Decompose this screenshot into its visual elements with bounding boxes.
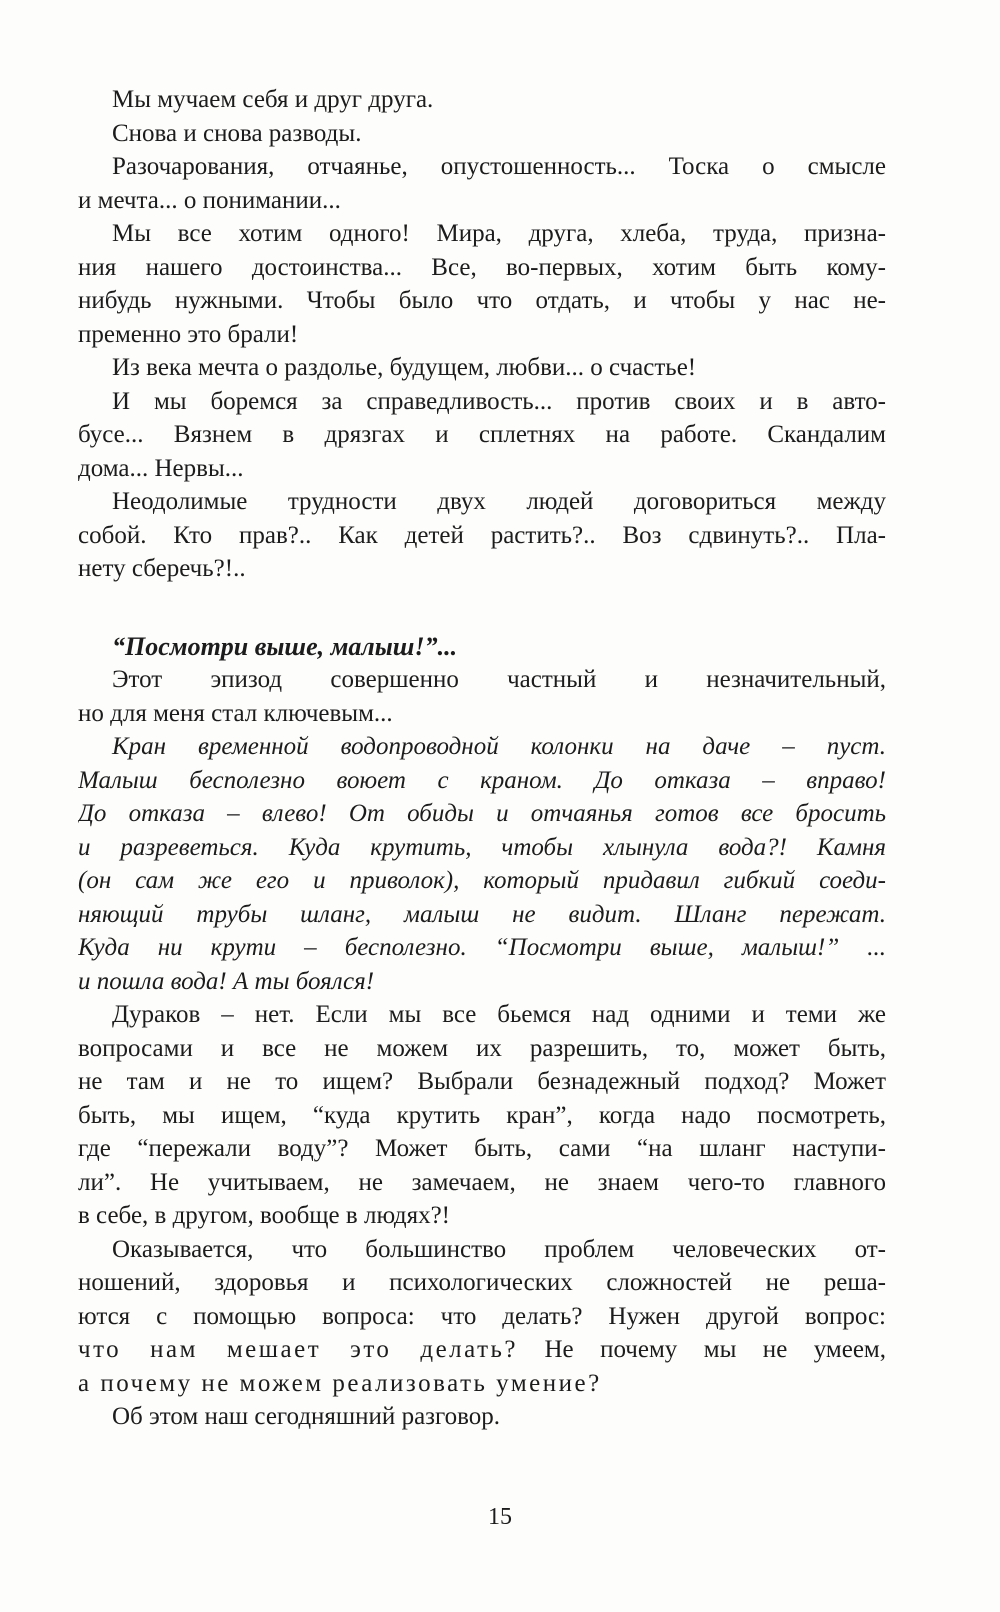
text-line: Неодолимые трудности двух людей договориться между <box>112 488 886 515</box>
text-line: ношений, здоровья и психологических сложностей не реша- <box>78 1269 886 1296</box>
text-line: и пошла вода! А ты боялся! <box>78 967 375 995</box>
text-line: Оказывается, что большинство проблем человеческих от- <box>112 1235 886 1263</box>
text-line: Этот эпизод совершенно частный и незначительный, <box>112 666 886 693</box>
text-line: в себе, в другом, вообще в людях?! <box>78 1202 450 1229</box>
text-line: Дураков – нет. Если мы все бьемся над одними и теми же <box>112 1001 886 1028</box>
text-line: И мы боремся за справедливость... против своих и в авто- <box>112 387 886 415</box>
spaced-emphasis: а почему не можем реализовать умение? <box>78 1369 602 1397</box>
paragraph-4 <box>78 217 886 351</box>
section-heading <box>78 630 886 664</box>
text-line <box>78 1333 886 1367</box>
paragraph-6 <box>78 385 886 486</box>
text-line: собой. Кто прав?.. Как детей растить?.. Воз сдвинуть?.. Пла- <box>78 521 886 549</box>
page-number: 15 <box>488 1504 512 1530</box>
text-line: вопросами и все не можем их разрешить, то, может быть, <box>78 1034 886 1062</box>
text-line: Мы все хотим одного! Мира, друга, хлеба, труда, призна- <box>112 220 886 247</box>
text-line: и разреветься. Куда крутить, чтобы хлынула вода?! Камня <box>78 833 886 861</box>
paragraph-3 <box>78 150 886 217</box>
text-line: Мы мучаем себя и друг друга. <box>112 86 434 113</box>
text-line: Из века мечта о раздолье, будущем, любви... о счастье! <box>112 354 697 381</box>
text-line: нету сберечь?!.. <box>78 555 246 582</box>
text-line: нибудь нужными. Чтобы было что отдать, и чтобы у нас не- <box>78 287 886 314</box>
italic-story <box>78 730 886 998</box>
text-line: не там и не то ищем? Выбрали безнадежный подход? Может <box>78 1068 886 1095</box>
text-line: где “пережали воду”? Может быть, сами “на шланг наступи- <box>78 1135 886 1162</box>
text-line: но для меня стал ключевым... <box>78 699 393 727</box>
text-line: Об этом наш сегодняшний разговор. <box>112 1403 501 1430</box>
text-line: няющий трубы шланг, малыш не видит. Шланг пережат. <box>78 900 886 928</box>
section-paragraph-3 <box>78 998 886 1233</box>
text-line: Разочарования, отчаянье, опустошенность... Тоска о смысле <box>112 153 886 180</box>
page-text <box>78 83 886 1434</box>
spaced-emphasis: что нам мешает это делать? <box>78 1336 519 1363</box>
section-paragraph-4 <box>78 1233 886 1401</box>
text-line: Куда ни крути – бесполезно. “Посмотри выше, малыш!” ... <box>78 934 886 961</box>
text-line: ли”. Не учитываем, не замечаем, не знаем чего-то главного <box>78 1168 886 1196</box>
paragraph-1 <box>78 83 886 117</box>
text-line <box>78 1367 886 1401</box>
text-line: дома... Нервы... <box>78 454 244 482</box>
section-paragraph-1 <box>78 663 886 730</box>
text-line: (он сам же его и приволок), который придавил гибкий соеди- <box>78 867 886 894</box>
text-line: бусе... Вязнем в дрязгах и сплетнях на работе. Скандалим <box>78 421 886 448</box>
text-line: Малыш бесполезно воюет с краном. До отказа – вправо! <box>78 766 886 794</box>
text-line: ются с помощью вопроса: что делать? Нужен другой вопрос: <box>78 1302 886 1330</box>
text-line: ния нашего достоинства... Все, во-первых, хотим быть кому- <box>78 253 886 281</box>
section-paragraph-5 <box>78 1400 886 1434</box>
paragraph-2 <box>78 117 886 151</box>
text-fragment: Не почему мы не умеем, <box>518 1336 886 1363</box>
text-line: До отказа – влево! От обиды и отчаянья готов все бросить <box>78 800 886 827</box>
text-line: пременно это брали! <box>78 320 299 348</box>
text-line: Кран временной водопроводной колонки на даче – пуст. <box>112 733 886 760</box>
heading-text: “Посмотри выше, малыш!”... <box>112 631 458 661</box>
text-line: и мечта... о понимании... <box>78 186 341 214</box>
paragraph-5 <box>78 351 886 385</box>
paragraph-7 <box>78 485 886 586</box>
text-line: быть, мы ищем, “куда крутить кран”, когда надо посмотреть, <box>78 1101 886 1129</box>
text-line: Снова и снова разводы. <box>112 119 362 147</box>
